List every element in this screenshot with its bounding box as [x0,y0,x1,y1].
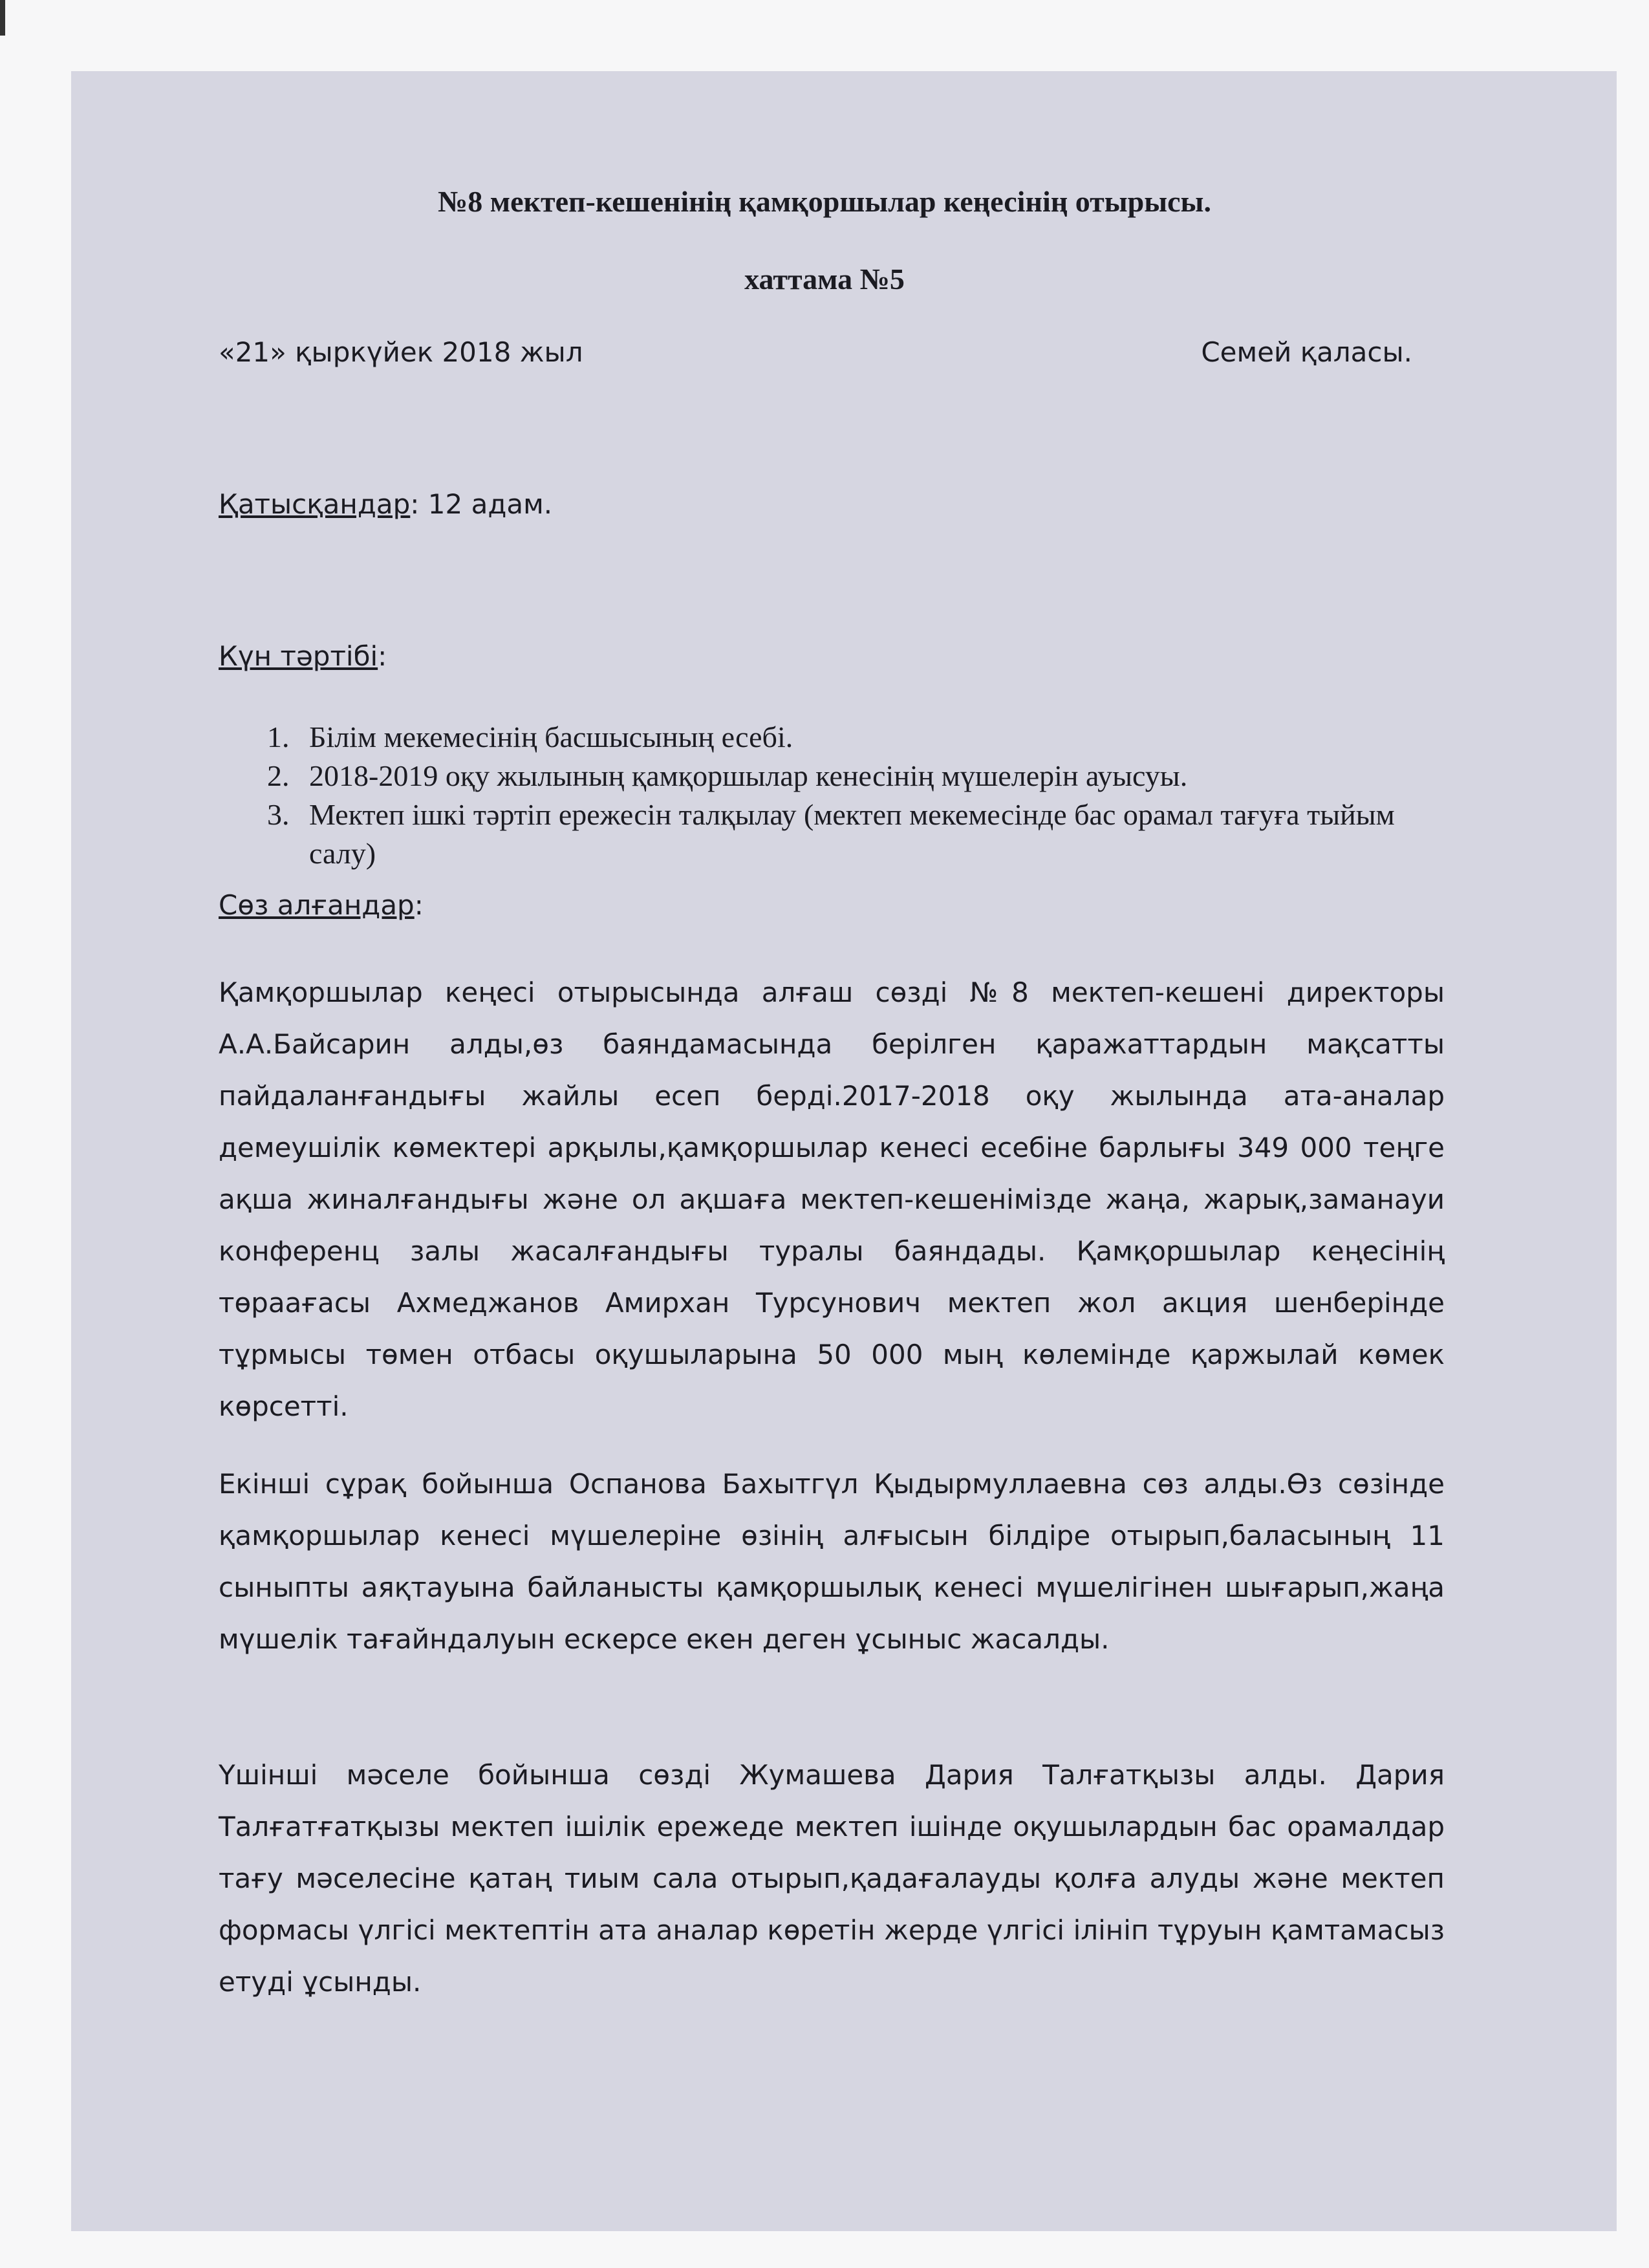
document-title: №8 мектеп-кешенінің қамқоршылар кеңесінің отырысы. [438,185,1211,218]
agenda-heading [219,640,387,672]
agenda-colon: : [378,640,387,672]
agenda-item-text: 2018-2019 оқу жылының қамқоршылар кенесінің мүшелерін ауысуы. [309,759,1188,792]
speakers-label: Сөз алғандар [219,889,415,921]
paragraph-first-question: Қамқоршылар кеңесі отырысында алғаш сөзді №8 мектеп-кешені директоры А.А.Байсарин алды,өз баяндамасында берілген қаражаттардын мақсатты пайдаланғандығы жайлы есеп берді.2017-2018 оқу жылында ата-аналар демеушілік көмектері арқылы,қамқоршылар кенесі есебіне барлығы 349 000 теңге ақша жиналғандығы және ол ақшаға мектеп-кешенімізде жаңа, жарық,заманауи конференц залы жасалғандығы туралы баяндады. Қамқоршылар кеңесінің төраағасы Ахмеджанов Амирхан Турсунович мектеп жол акция шенберінде тұрмысы төмен отбасы оқушыларына 50 000 мың көлемінде қаржылай көмек көрсетті. [219,977,1445,1422]
attendance-line [219,488,552,520]
meeting-city: Семей қаласы. [1201,336,1412,368]
speakers-heading [219,889,424,921]
agenda-list [219,718,1447,873]
attendance-value: : 12 адам. [410,488,553,520]
agenda-item [219,718,1447,757]
agenda-item-number: 3. [267,798,290,831]
meeting-date: «21» қыркүйек 2018 жыл [219,336,583,368]
speakers-colon: : [414,889,424,921]
agenda-item [219,795,1447,873]
protocol-number: хаттама №5 [744,263,905,296]
paragraph-second-question: Екінші сұрақ бойынша Оспанова Бахытгүл Қыдырмуллаевна сөз алды.Өз сөзінде қамқоршылар кенесі мүшелеріне өзінің алғысын білдіре отырып,баласының 11 сыныпты аяқтауына байланысты қамқоршылық кенесі мүшелігінен шығарып,жаңа мүшелік тағайндалуын ескерсе екен деген ұсыныс жасалды. [219,1468,1445,1655]
agenda-item [219,757,1447,795]
agenda-item-number: 2. [267,759,290,792]
paragraph-third-question: Үшінші мәселе бойынша сөзді Жумашева Дария Талғатқызы алды. Дария Талғатғатқызы мектеп ішілік ережеде мектеп ішінде оқушылардын бас орамалдар тағу мәселесіне қатаң тиым сала отырып,қадағалауды қолға алуды және мектеп формасы үлгісі мектептін ата аналар көретін жерде үлгісі ілініп тұруын қамтамасыз етуді ұсынды. [219,1759,1445,1998]
agenda-item-number: 1. [267,720,290,753]
agenda-item-text: Білім мекемесінің басшысының есебі. [309,720,793,753]
attendance-label: Қатысқандар [219,488,411,520]
agenda-item-text: Мектеп ішкі тәртіп ережесін талқылау (мектеп мекемесінде бас орамал тағуға тыйым салу) [309,798,1395,870]
agenda-label: Күн тәртібі [219,640,378,672]
